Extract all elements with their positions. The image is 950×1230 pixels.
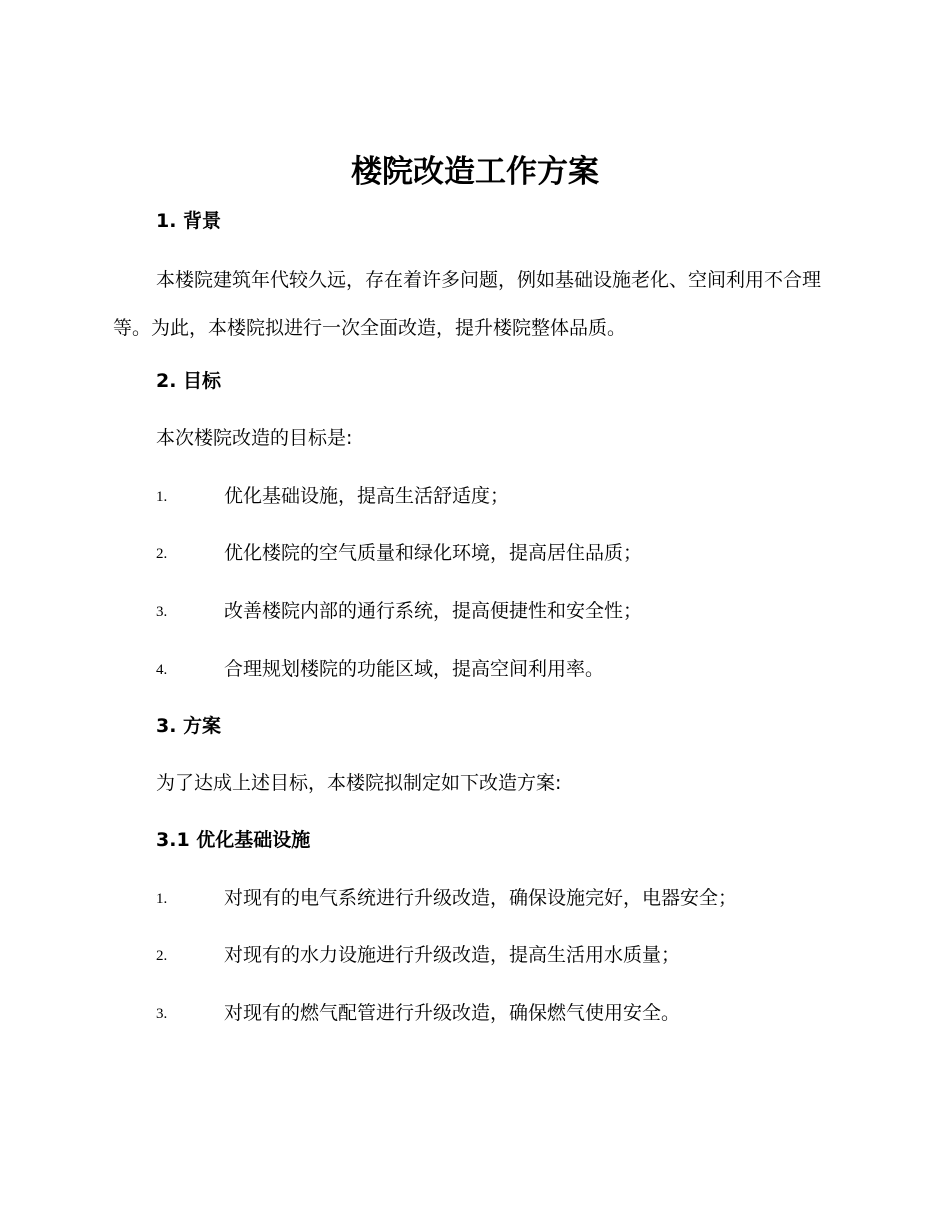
- plan-intro: 为了达成上述目标，本楼院拟制定如下改造方案:: [156, 772, 562, 794]
- list-item-number: 2.: [156, 546, 168, 562]
- section-heading-plan: 3. 方案: [156, 715, 222, 737]
- list-item-text: 对现有的燃气配管进行升级改造，确保燃气使用安全。: [224, 1002, 681, 1024]
- list-item-text: 合理规划楼院的功能区域，提高空间利用率。: [224, 658, 605, 680]
- list-item-text: 对现有的水力设施进行升级改造，提高生活用水质量；: [224, 944, 681, 966]
- list-item-text: 对现有的电气系统进行升级改造，确保设施完好，电器安全；: [224, 887, 738, 909]
- section-heading-goals: 2. 目标: [156, 370, 222, 392]
- goals-intro: 本次楼院改造的目标是:: [156, 427, 353, 449]
- background-paragraph: 本楼院建筑年代较久远，存在着许多问题，例如基础设施老化、空间利用不合理等。为此，本楼院拟进行一次全面改造，提升楼院整体品质。: [113, 269, 822, 339]
- list-item-text: 优化基础设施，提高生活舒适度；: [224, 485, 510, 507]
- document-title: 楼院改造工作方案: [351, 154, 599, 190]
- list-item-number: 4.: [156, 662, 168, 678]
- list-item-number: 3.: [156, 1006, 168, 1022]
- list-item-text: 改善楼院内部的通行系统，提高便捷性和安全性；: [224, 600, 643, 622]
- list-item-number: 1.: [156, 489, 168, 505]
- subsection-heading-infrastructure: 3.1 优化基础设施: [156, 829, 311, 851]
- list-item-text: 优化楼院的空气质量和绿化环境，提高居住品质；: [224, 542, 643, 564]
- list-item-number: 1.: [156, 891, 168, 907]
- list-item-number: 2.: [156, 948, 168, 964]
- list-item-number: 3.: [156, 604, 168, 620]
- section-heading-background: 1. 背景: [156, 210, 222, 232]
